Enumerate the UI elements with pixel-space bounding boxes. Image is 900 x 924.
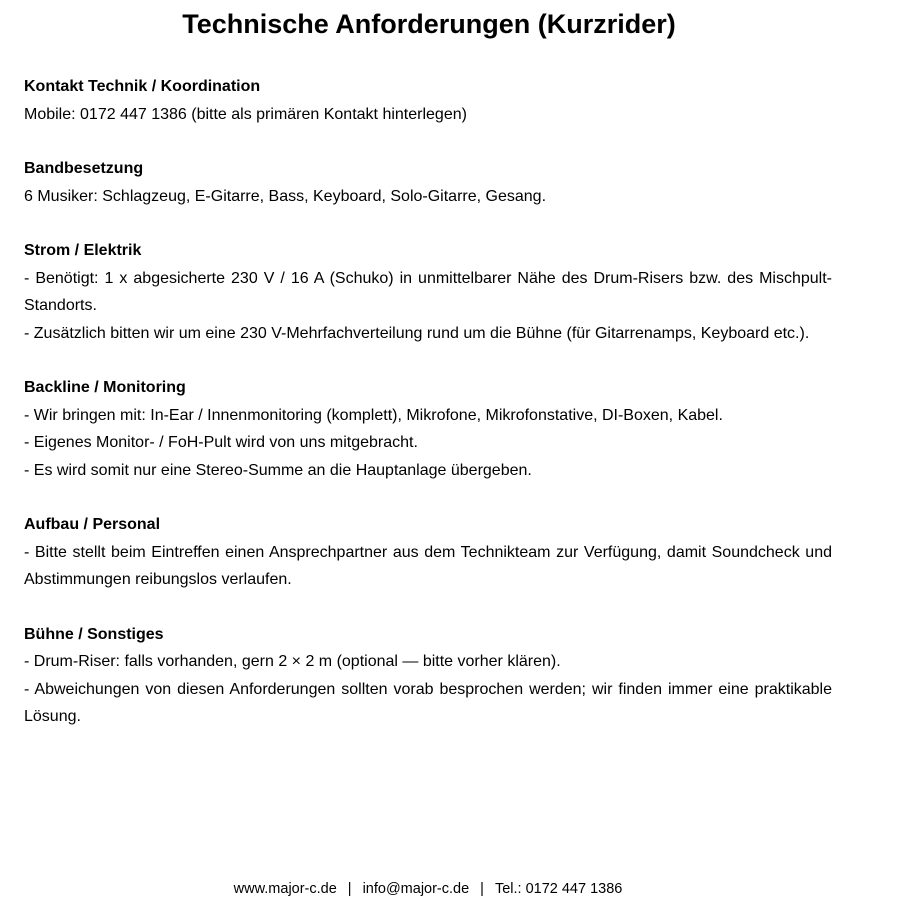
footer-phone: Tel.: 0172 447 1386 [494,881,623,897]
section-line: - Benötigt: 1 x abgesicherte 230 V / 16 A (Schuko) in unmittelbarer Nähe des Drum-Risers bzw. des Mischpult-Standorts. [24,269,832,314]
section-line: 6 Musiker: Schlagzeug, E-Gitarre, Bass, Keyboard, Solo-Gitarre, Gesang. [24,187,547,205]
section-heading: Bandbesetzung [24,160,144,177]
section-line: - Bitte stellt beim Eintreffen einen Ansprechpartner aus dem Technikteam zur Verfügung, damit Soundcheck und Abstimmungen reibungslos verlaufen. [24,543,832,588]
section-heading: Kontakt Technik / Koordination [24,78,261,95]
section-line: - Zusätzlich bitten wir um eine 230 V-Mehrfachverteilung rund um die Bühne (für Gitarrenamps, Keyboard etc.). [24,324,810,342]
section-heading: Bühne / Sonstiges [24,625,164,643]
footer-website-link[interactable]: www.major-c.de [233,881,337,897]
footer-separator: | [347,881,352,897]
footer-separator: | [480,881,484,897]
section-contact [24,73,832,128]
section-line: - Abweichungen von diesen Anforderungen sollten vorab besprochen werden; wir finden immer eine praktikable Lösung. [24,680,832,725]
section-backline-monitoring [24,374,832,484]
section-heading: Aufbau / Personal [24,516,161,533]
section-stage-misc [24,621,832,731]
document-title: Technische Anforderungen (Kurzrider) [182,9,676,39]
page-footer [0,877,856,901]
section-heading: Backline / Monitoring [24,379,186,396]
section-line: - Es wird somit nur eine Stereo-Summe an die Hauptanlage übergeben. [24,461,532,479]
section-line: - Eigenes Monitor- / FoH-Pult wird von uns mitgebracht. [24,434,418,451]
section-power [24,237,832,347]
document-body [24,73,832,758]
section-line: - Drum-Riser: falls vorhanden, gern 2 × 2 m (optional — bitte vorher klären). [24,653,561,670]
section-line: - Wir bringen mit: In-Ear / Innenmonitoring (komplett), Mikrofone, Mikrofonstative, DI-Boxen, Kabel. [24,406,723,424]
section-line: Mobile: 0172 447 1386 (bitte als primären Kontakt hinterlegen) [24,105,467,123]
section-setup-staff [24,511,832,594]
section-heading: Strom / Elektrik [24,242,142,259]
section-band-lineup [24,155,832,210]
footer-email-link[interactable]: info@major-c.de [362,881,470,897]
